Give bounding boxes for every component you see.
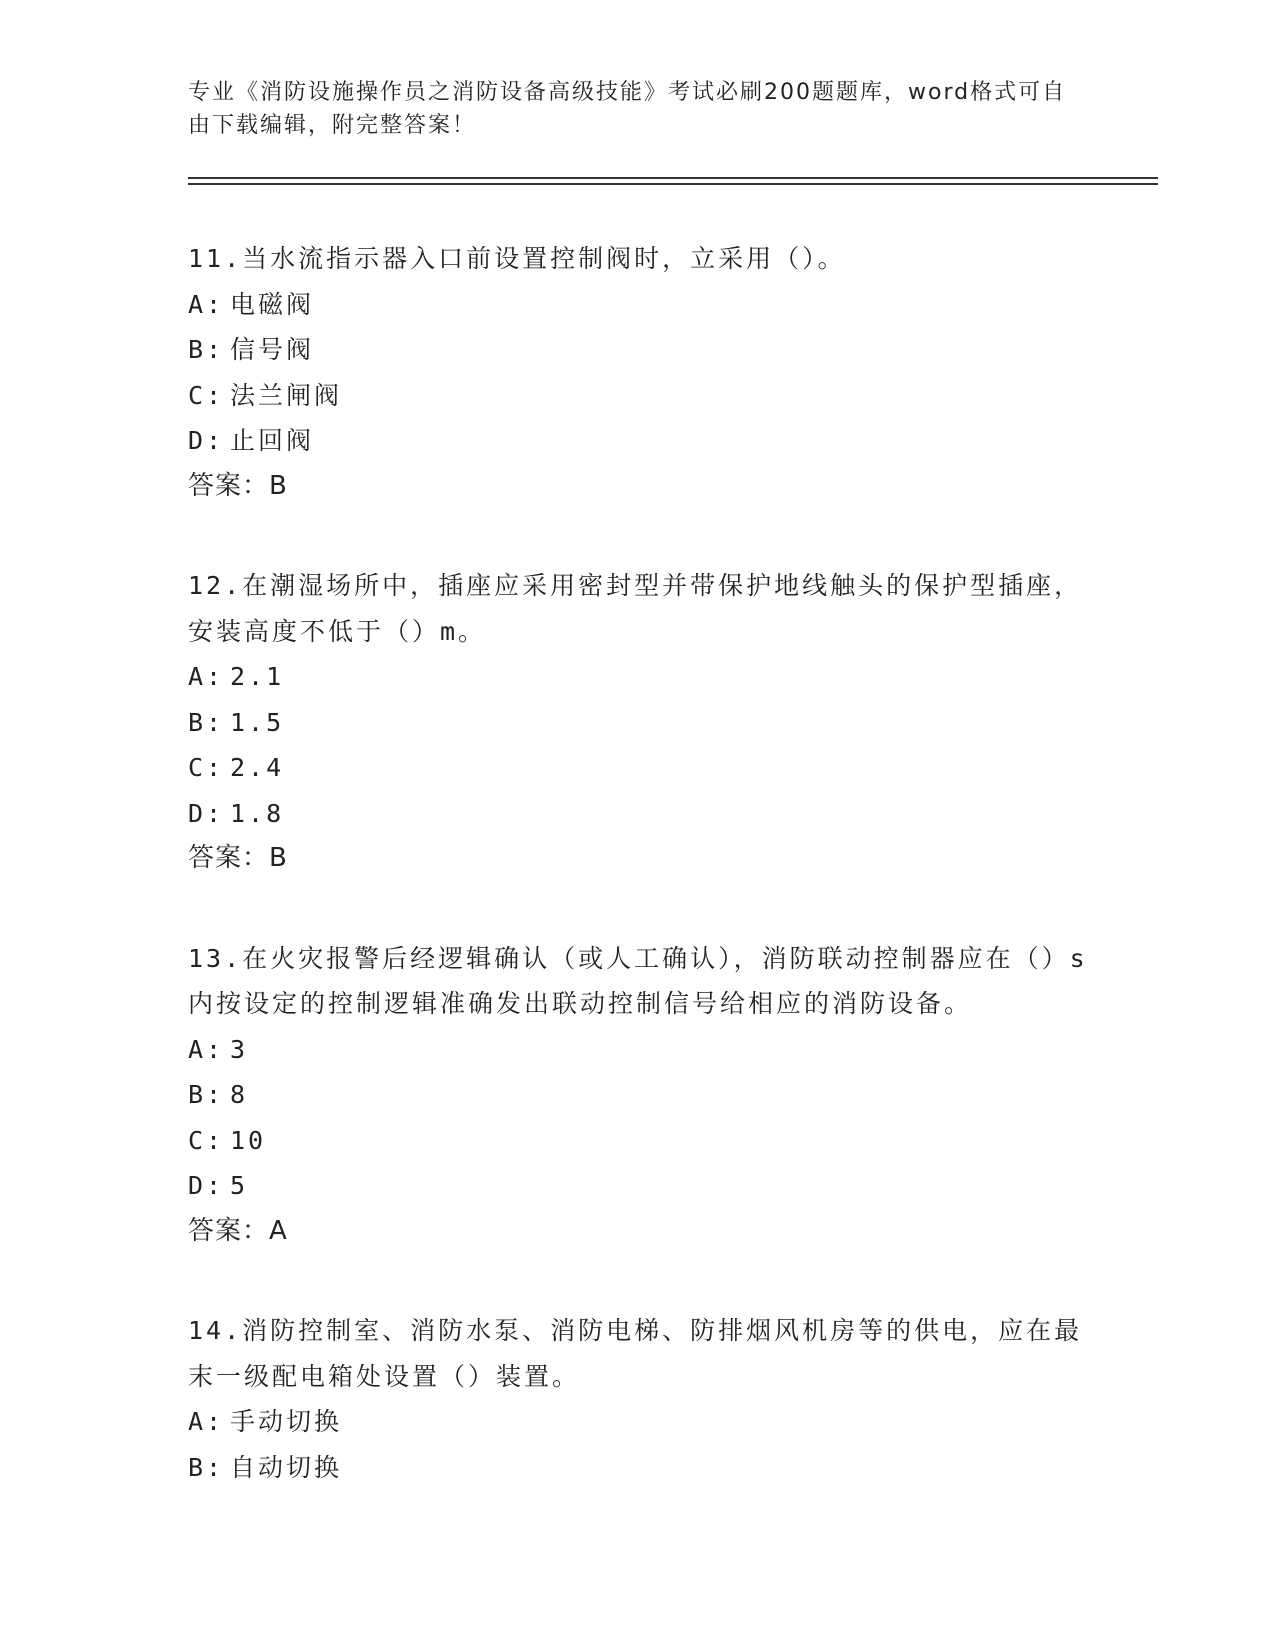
option-d: [188, 1163, 1088, 1209]
question-12: [188, 563, 1088, 882]
option-b: [188, 327, 1088, 373]
document-header: [188, 76, 1068, 142]
question-list: [188, 236, 1088, 1544]
option-value: 8: [230, 1080, 249, 1109]
option-label: B:: [188, 707, 225, 737]
option-label: D:: [188, 798, 225, 828]
option-a: [188, 654, 1088, 700]
option-value: 止回阀: [230, 426, 315, 455]
question-13: [188, 936, 1088, 1255]
question-11: [188, 236, 1088, 509]
option-label: A:: [188, 1034, 225, 1064]
question-text: 12.在潮湿场所中，插座应采用密封型并带保护地线触头的保护型插座，安装高度不低于（）m。: [188, 571, 1083, 646]
header-divider-bottom: [188, 183, 1158, 185]
answer-line: 答案：B: [188, 843, 288, 873]
option-a: [188, 282, 1088, 328]
option-value: 信号阀: [230, 335, 315, 364]
answer-line: 答案：B: [188, 470, 288, 501]
option-b: [188, 1072, 1088, 1118]
option-label: B:: [188, 1080, 225, 1109]
option-value: 手动切换: [230, 1407, 343, 1436]
option-a: [188, 1399, 1088, 1445]
question-14: [188, 1308, 1088, 1490]
question-text: 14.消防控制室、消防水泵、消防电梯、防排烟风机房等的供电，应在最末一级配电箱处设置（）装置。: [188, 1316, 1083, 1391]
option-value: 3: [230, 1034, 249, 1064]
option-d: [188, 418, 1088, 464]
question-text: 13.在火灾报警后经逻辑确认（或人工确认），消防联动控制器应在（）s内按设定的控制逻辑准确发出联动控制信号给相应的消防设备。: [188, 943, 1088, 1018]
option-value: 1.5: [230, 707, 285, 737]
option-a: [188, 1027, 1088, 1073]
option-label: B:: [188, 335, 225, 364]
option-label: D:: [188, 426, 225, 455]
answer-line: 答案：A: [188, 1215, 288, 1246]
question-text: 11.当水流指示器入口前设置控制阀时，立采用（）。: [188, 244, 846, 273]
option-d: [188, 791, 1088, 837]
option-label: A:: [188, 1407, 225, 1436]
option-c: [188, 745, 1088, 791]
option-label: A:: [188, 662, 225, 691]
option-b: [188, 700, 1088, 746]
option-label: C:: [188, 753, 225, 782]
option-value: 电磁阀: [230, 289, 315, 319]
option-c: [188, 1118, 1088, 1164]
option-b: [188, 1445, 1088, 1491]
option-value: 法兰闸阀: [230, 380, 343, 410]
option-c: [188, 373, 1088, 419]
option-label: B:: [188, 1452, 225, 1482]
option-value: 1.8: [230, 798, 285, 828]
header-divider-top: [188, 177, 1158, 179]
option-label: C:: [188, 1125, 225, 1155]
option-value: 10: [230, 1125, 267, 1155]
option-value: 5: [230, 1171, 249, 1200]
header-text: 专业《消防设施操作员之消防设备高级技能》考试必刷200题题库，word格式可自由下载编辑，附完整答案！: [188, 80, 1067, 138]
option-label: A:: [188, 289, 225, 319]
option-value: 2.4: [230, 753, 285, 782]
option-label: D:: [188, 1171, 225, 1200]
option-value: 2.1: [230, 662, 285, 691]
option-label: C:: [188, 380, 225, 410]
option-value: 自动切换: [230, 1452, 343, 1482]
